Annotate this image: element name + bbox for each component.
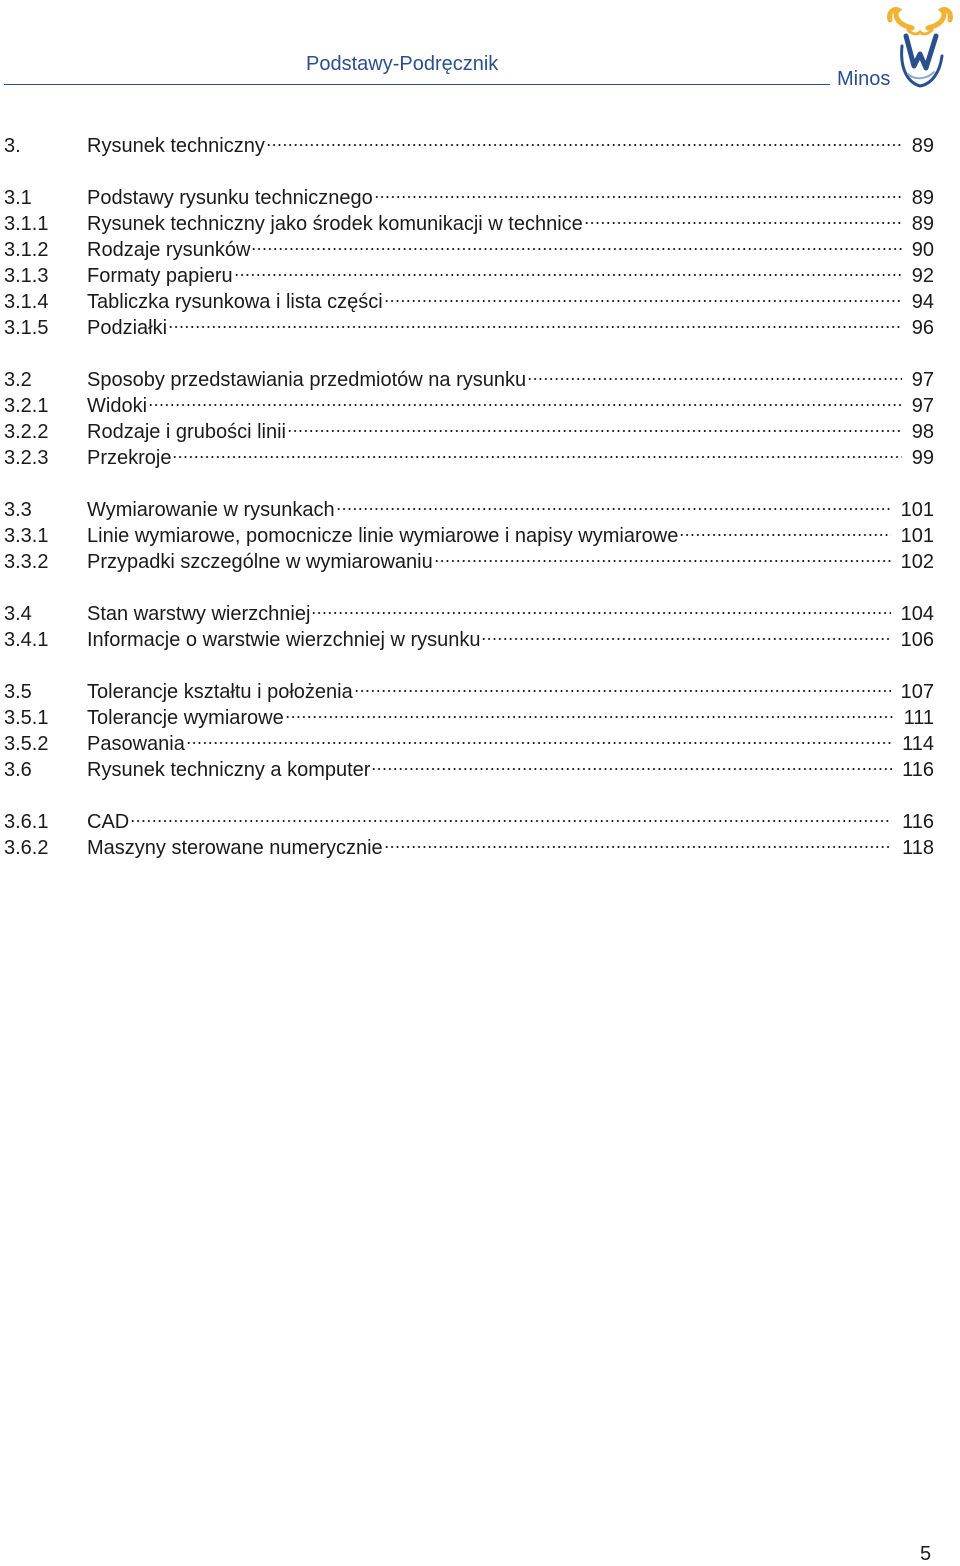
toc-entry-number: 3.2.3 bbox=[4, 447, 49, 469]
page-number: 5 bbox=[920, 1543, 932, 1565]
toc-dot-leader bbox=[481, 637, 890, 641]
toc-entry-title: Tabliczka rysunkowa i lista części bbox=[87, 291, 383, 313]
toc-entry bbox=[4, 211, 934, 237]
toc-dot-leader bbox=[679, 533, 890, 537]
toc-entry-page: 89 bbox=[911, 135, 934, 157]
toc-dot-leader bbox=[354, 689, 891, 693]
toc-entry-number: 3.5.1 bbox=[4, 707, 49, 729]
toc-entry-page: 94 bbox=[911, 291, 934, 313]
toc-entry bbox=[4, 263, 934, 289]
toc-entry-title: Rodzaje i grubości linii bbox=[87, 421, 286, 443]
toc-entry bbox=[4, 133, 934, 159]
toc-entry-title: Rodzaje rysunków bbox=[87, 239, 251, 261]
toc-entry bbox=[4, 731, 934, 757]
toc-dot-leader bbox=[311, 611, 890, 615]
toc-entry-page: 116 bbox=[902, 759, 934, 781]
toc-entry bbox=[4, 497, 934, 523]
toc-entry-title: Linie wymiarowe, pomocnicze linie wymiarowe i napisy wymiarowe bbox=[87, 525, 679, 547]
toc-entry-title: Informacje o warstwie wierzchniej w rysunku bbox=[87, 629, 481, 651]
toc-dot-leader bbox=[527, 377, 902, 381]
toc-entry-page: 90 bbox=[911, 239, 934, 261]
toc-entry-page: 106 bbox=[900, 629, 934, 651]
toc-entry bbox=[4, 237, 934, 263]
toc-entry bbox=[4, 315, 934, 341]
header-brand: Minos bbox=[837, 68, 891, 90]
toc-entry bbox=[4, 809, 934, 835]
toc-entry-title: Wymiarowanie w rysunkach bbox=[87, 499, 335, 521]
toc-entry-title: Tolerancje wymiarowe bbox=[87, 707, 284, 729]
toc-entry bbox=[4, 679, 934, 705]
toc-entry-title: Rysunek techniczny a komputer bbox=[87, 759, 371, 781]
toc-entry-number: 3.6.1 bbox=[4, 811, 49, 833]
toc-entry-number: 3.2.1 bbox=[4, 395, 49, 417]
toc-entry-page: 104 bbox=[900, 603, 934, 625]
toc-dot-leader bbox=[384, 299, 902, 303]
toc-entry bbox=[4, 367, 934, 393]
toc-entry bbox=[4, 835, 934, 861]
toc-dot-leader bbox=[584, 221, 902, 225]
header-title: Podstawy-Podręcznik bbox=[306, 53, 499, 75]
toc-entry bbox=[4, 523, 934, 549]
toc-entry-page: 98 bbox=[911, 421, 934, 443]
toc-entry-number: 3.6.2 bbox=[4, 837, 49, 859]
toc-entry-number: 3.1.4 bbox=[4, 291, 49, 313]
toc-dot-leader bbox=[186, 741, 892, 745]
toc-entry-title: Podziałki bbox=[87, 317, 168, 339]
toc-entry-number: 3.6 bbox=[4, 759, 32, 781]
toc-entry-title: Rysunek techniczny jako środek komunikacji w technice bbox=[87, 213, 583, 235]
toc-entry-title: Tolerancje kształtu i położenia bbox=[87, 681, 353, 703]
toc-entry-page: 114 bbox=[902, 733, 934, 755]
toc-entry-number: 3.2.2 bbox=[4, 421, 49, 443]
toc-dot-leader bbox=[148, 403, 902, 407]
header-rule bbox=[4, 84, 830, 85]
toc-entry-page: 111 bbox=[903, 707, 934, 729]
toc-entry-number: 3.1.3 bbox=[4, 265, 49, 287]
toc-dot-leader bbox=[434, 559, 891, 563]
toc-entry bbox=[4, 289, 934, 315]
toc-entry bbox=[4, 705, 934, 731]
toc-entry-page: 99 bbox=[911, 447, 934, 469]
toc-entry-page: 107 bbox=[900, 681, 934, 703]
toc-entry-title: Maszyny sterowane numerycznie bbox=[87, 837, 383, 859]
toc-entry-number: 3. bbox=[4, 135, 21, 157]
toc-entry-number: 3.4 bbox=[4, 603, 32, 625]
toc-dot-leader bbox=[374, 195, 902, 199]
toc-entry bbox=[4, 393, 934, 419]
toc-entry-number: 3.5 bbox=[4, 681, 32, 703]
toc-entry bbox=[4, 185, 934, 211]
toc-dot-leader bbox=[266, 143, 902, 147]
toc-dot-leader bbox=[168, 325, 902, 329]
toc-entry-page: 89 bbox=[911, 213, 934, 235]
toc-entry bbox=[4, 601, 934, 627]
toc-entry bbox=[4, 757, 934, 783]
toc-entry-page: 118 bbox=[902, 837, 934, 859]
toc-entry-number: 3.1 bbox=[4, 187, 32, 209]
toc-dot-leader bbox=[251, 247, 901, 251]
toc-entry-number: 3.4.1 bbox=[4, 629, 49, 651]
toc-entry-page: 96 bbox=[911, 317, 934, 339]
toc-dot-leader bbox=[172, 455, 901, 459]
toc-dot-leader bbox=[130, 819, 892, 823]
toc-entry-page: 97 bbox=[911, 395, 934, 417]
toc-dot-leader bbox=[234, 273, 902, 277]
toc-dot-leader bbox=[336, 507, 891, 511]
toc-entry bbox=[4, 419, 934, 445]
toc-entry-number: 3.3 bbox=[4, 499, 32, 521]
toc-entry-title: Rysunek techniczny bbox=[87, 135, 265, 157]
toc-entry-page: 97 bbox=[911, 369, 934, 391]
toc-entry-title: Formaty papieru bbox=[87, 265, 233, 287]
toc-dot-leader bbox=[287, 429, 902, 433]
toc-dot-leader bbox=[384, 845, 892, 849]
toc-entry-page: 92 bbox=[911, 265, 934, 287]
toc-entry-number: 3.1.1 bbox=[4, 213, 49, 235]
toc-dot-leader bbox=[371, 767, 892, 771]
toc-entry-title: Widoki bbox=[87, 395, 148, 417]
toc-entry-page: 116 bbox=[902, 811, 934, 833]
toc-entry-title: CAD bbox=[87, 811, 130, 833]
toc-entry-page: 101 bbox=[900, 499, 934, 521]
toc-entry-title: Stan warstwy wierzchniej bbox=[87, 603, 311, 625]
toc-entry-number: 3.1.5 bbox=[4, 317, 49, 339]
toc-entry bbox=[4, 549, 934, 575]
toc-entry-page: 101 bbox=[900, 525, 934, 547]
toc-entry-page: 102 bbox=[900, 551, 934, 573]
toc-entry-number: 3.3.2 bbox=[4, 551, 49, 573]
toc-entry-number: 3.2 bbox=[4, 369, 32, 391]
toc-entry bbox=[4, 445, 934, 471]
toc-dot-leader bbox=[285, 715, 894, 719]
toc-entry-title: Podstawy rysunku technicznego bbox=[87, 187, 373, 209]
toc-entry-title: Przekroje bbox=[87, 447, 172, 469]
toc-entry bbox=[4, 627, 934, 653]
toc-entry-page: 89 bbox=[911, 187, 934, 209]
toc-entry-number: 3.1.2 bbox=[4, 239, 49, 261]
bull-head-logo-icon bbox=[884, 6, 956, 90]
toc-entry-title: Pasowania bbox=[87, 733, 185, 755]
toc-entry-number: 3.3.1 bbox=[4, 525, 49, 547]
toc-entry-title: Sposoby przedstawiania przedmiotów na rysunku bbox=[87, 369, 527, 391]
toc-entry-number: 3.5.2 bbox=[4, 733, 49, 755]
toc-entry-title: Przypadki szczególne w wymiarowaniu bbox=[87, 551, 433, 573]
